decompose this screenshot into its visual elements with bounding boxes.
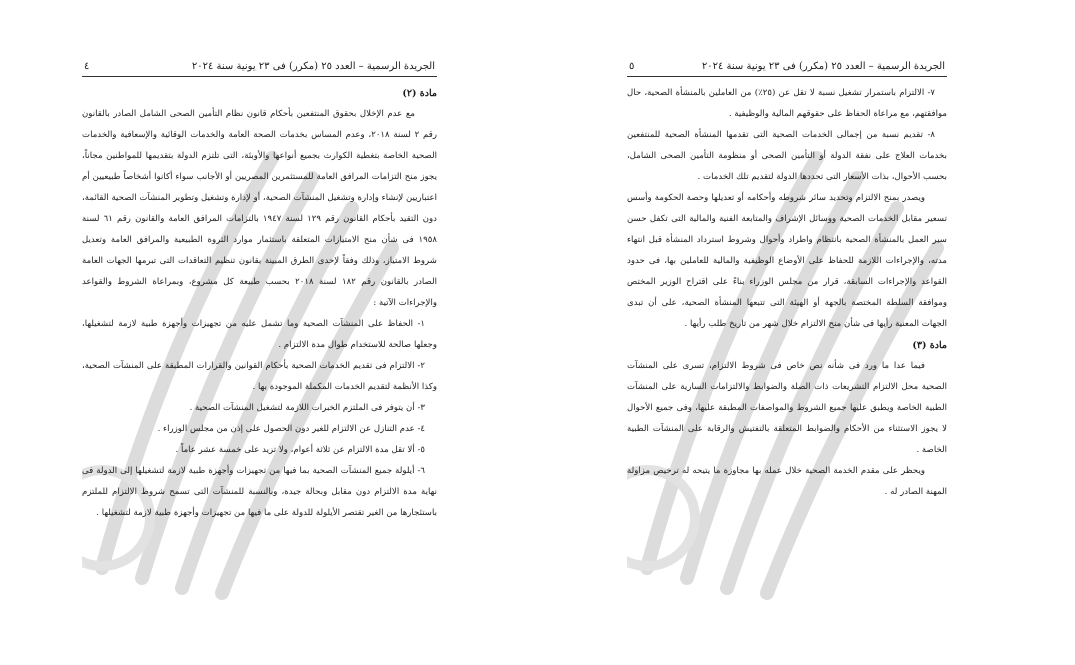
- list-item: ١- الحفاظ على المنشآت الصحية وما تشمل عليه من تجهيزات وأجهزة طبية لازمة لتشغيلها، وجعلها صالحة للاستخدام طوال مدة الالتزام .: [82, 319, 437, 350]
- article-paragraph: مع عدم الإخلال بحقوق المنتفعين بأحكام قانون نظام التأمين الصحى الشامل الصادر بالقانون رقم ٢ لسنة ٢٠١٨، وعدم المساس بخدمات الصحة العامة والخدمات الوقائية والإسعافية والخدمات الصحية الخاصة بتغطية الكوارث بجميع أنواعها والأوبئة، التى تلتزم الدولة بتقديمها للمواطنين مجاناً، يجوز منح التزامات المرافق العامة للمستثمرين المصريين أو الأجانب سواء أكانوا أشخاصاً طبيعيين أم اعتباريين لإنشاء وإدارة وتشغيل المنشآت الصحية، أو لإدارة وتشغيل وتطوير المنشآت الصحية القائمة، دون التقيد بأحكام القانون رقم ١٢٩ لسنة ١٩٤٧ بالتزامات المرافق العامة والقانون رقم ٦١ لسنة ١٩٥٨ فى شأن منح الامتيازات المتعلقة باستثمار موارد الثروة الطبيعية والمرافق العامة وتعديل شروط الامتياز، وذلك وفقاً لإحدى الطرق المبينة بقانون تنظيم التعاقدات التى تبرمها الجهات العامة الصادر بالقانون رقم ١٨٢ لسنة ٢٠١٨ بحسب طبيعة كل مشروع، وبمراعاة الشروط والقواعد والإجراءات الآتية :: [82, 109, 437, 308]
- gazette-page-4: [82, 58, 437, 618]
- list-item: ٣- أن يتوفر فى الملتزم الخبرات اللازمة لتشغيل المنشآت الصحية .: [189, 403, 425, 413]
- list-item: ٧- الالتزام باستمرار تشغيل نسبة لا تقل عن (٢٥٪) من العاملين بالمنشأة الصحية، حال موافقتهم، مع مراعاة الحفاظ على حقوقهم المالية والوظيفية .: [627, 88, 947, 119]
- article-paragraph: ويحظر على مقدم الخدمة الصحية خلال عمله بها مجاوزة ما يتيحه له ترخيص مزاولة المهنة الصادر له .: [627, 466, 947, 497]
- list-item: ٢- الالتزام فى تقديم الخدمات الصحية بأحكام القوانين والقرارات المطبقة على المنشآت الصحية، وكذا الأنظمة لتقديم الخدمات المكملة الموجودة بها .: [82, 361, 437, 392]
- page-header: [82, 58, 437, 77]
- article-paragraph: ويصدر بمنح الالتزام وتحديد سائر شروطه وأحكامه أو تعديلها وحصة الحكومة وأسس تسعير مقابل الخدمات الصحية ووسائل الإشراف والمتابعة الفنية والمالية التى تكفل حسن سير العمل بالمنشأة الصحية بانتظام واطراد وأحوال وشروط استرداد المنشأة قبل انتهاء مدته، والإجراءات اللازمة للحفاظ على الأوضاع الوظيفية والمالية للعاملين بها، فى حدود القواعد والإجراءات السابقة، قرار من مجلس الوزراء بناءً على اقتراح الوزير المختص وموافقة السلطة المختصة بالجهة أو الهيئة التى تتبعها المنشأة الصحية، على أن تبدى الجهات المعنية رأيها فى شأن منح الالتزام خلال شهر من تاريخ طلب رأيها .: [627, 193, 947, 329]
- header-title: الجريدة الرسمية – العدد ٢٥ (مكرر) فى ٢٣ يونية سنة ٢٠٢٤: [701, 60, 945, 72]
- list-item: ٤- عدم التنازل عن الالتزام للغير دون الحصول على إذن من مجلس الوزراء .: [157, 424, 425, 434]
- page-body: [627, 83, 947, 503]
- header-title: الجريدة الرسمية – العدد ٢٥ (مكرر) فى ٢٣ يونية سنة ٢٠٢٤: [191, 60, 435, 72]
- list-item: ٨- تقديم نسبة من إجمالى الخدمات الصحية التى تقدمها المنشأة الصحية للمنتفعين بخدمات العلاج على نفقة الدولة أو التأمين الصحى أو منظومة التأمين الصحى الشامل، بحسب الأحوال، بذات الأسعار التى تحددها الدولة لتقديم تلك الخدمات .: [627, 130, 947, 182]
- article-paragraph: فيما عدا ما ورد فى شأنه نص خاص فى شروط الالتزام، تسرى على المنشآت الصحية محل الالتزام التشريعات ذات الصلة والضوابط والالتزامات السارية على المنشآت الطبية الخاصة ويطبق عليها جميع الشروط والمواصفات المطبقة عليها، وفى جميع الأحوال لا يجوز الاستثناء من الأحكام والضوابط المتعلقة بالتفتيش والرقابة على المنشآت الطبية الخاصة .: [627, 361, 947, 455]
- gazette-page-5: [627, 58, 947, 618]
- article-heading: مادة (٣): [912, 340, 947, 351]
- page-body: [82, 83, 437, 524]
- list-item: ٦- أيلولة جميع المنشآت الصحية بما فيها من تجهيزات وأجهزة طبية لازمة لتشغيلها إلى الدولة فى نهاية مدة الالتزام دون مقابل وبحالة جيدة، وبالنسبة للمنشآت التى تسمح شروط الالتزام للملتزم باستئجارها من الغير تقتصر الأيلولة للدولة على ما فيها من تجهيزات وأجهزة طبية لازمة لتشغيلها .: [82, 466, 437, 518]
- page-number: ٤: [84, 60, 90, 72]
- page-header: [627, 58, 947, 77]
- list-item: ٥- ألا تقل مدة الالتزام عن ثلاثة أعوام، ولا تزيد على خمسة عشر عاماً .: [175, 445, 425, 455]
- article-heading: مادة (٢): [402, 88, 437, 99]
- page-number: ٥: [629, 60, 635, 72]
